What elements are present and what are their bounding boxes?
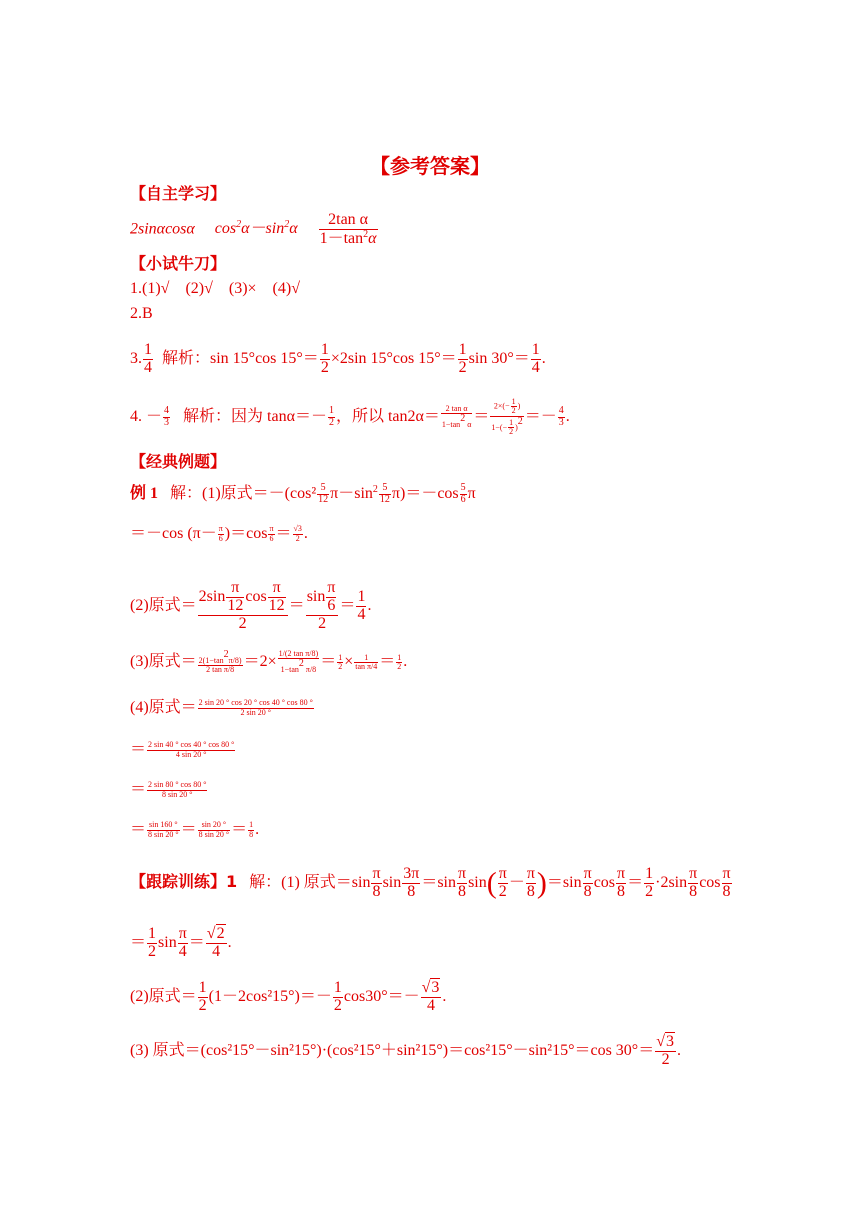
trial-q4: 4. － $\frac{4}{3}$ 解析：因为 tanα＝－ $\frac{1}{2}$ ，所以 tan2α＝ $\frac{\text{2 tan α}}{1-\tan^2 \alpha}$ ＝ 2×(− $\frac{1}{2}$ ) 1−(− $\frac{1}{2}$ )$^2$ ＝－ $\frac{4}{3}$ . xyxy=(130,397,570,437)
section-self-study: 【自主学习】 xyxy=(130,184,227,203)
practice-part3: (3) 原式＝(cos²15°－sin²15°)·(cos²15°＋sin²15°)＝cos²15°－sin²15°＝cos 30°＝ $\frac{√3}{2}$ . xyxy=(130,1033,681,1068)
practice-part1-line2: ＝ $\frac{1}{2}$ sin $\frac{\pi}{4}$ ＝ $\frac{√2}{4}$ . xyxy=(130,925,232,960)
formula-cos2a: $\cos^2\alpha-\sin^2\alpha$ xyxy=(214,219,298,238)
section-trial: 【小试牛刀】 xyxy=(130,254,227,273)
trial-q3: 3. $\frac{1}{4}$ 解析：sin 15°cos 15°＝ $\frac{1}{2}$ ×2sin 15°cos 15°＝ $\frac{1}{2}$ sin 30°＝ $\frac{1}{4}$ . xyxy=(130,341,546,376)
trial-q2: 2.B xyxy=(130,305,153,322)
trial-q1: 1.(1)√ (2)√ (3)× (4)√ xyxy=(130,280,300,297)
example1-part4-step4: ＝ $\frac{\sin 160 ^\circ}{8 \sin 20 ^\circ}$ ＝ $\frac{\sin 20 ^\circ}{8 \sin 20 ^\circ}$ ＝ $\frac{1}{8}$ . xyxy=(130,820,260,839)
page-title: 【参考答案】 xyxy=(370,154,490,178)
example1-part3: (3)原式＝ $\frac{2(1-\tan^2\pi/8)}{\text{2 tan π/8}}$ ＝2× $\frac{\text{1/(2 tan π/8)}}{1-\tan^2 \pi/8}$ ＝ $\frac{1}{2}$ × $\frac{1}{\text{tan π/4}}$ ＝ $\frac{1}{2}$ . xyxy=(130,649,408,675)
practice-part1: 【跟踪训练】1 解：(1) 原式＝sin $\frac{\pi}{8}$ sin $\frac{3\pi}{8}$ ＝sin $\frac{\pi}{8}$ sin( $\frac{\pi}{2}$ － $\frac{\pi}{8}$ )＝sin $\frac{\pi}{8}$ cos $\frac{\pi}{8}$ ＝ $\frac{1}{2}$ ·2sin $\frac{\pi}{8}$ cos $\frac{\pi}{8}$ xyxy=(130,865,731,900)
example1-part4: (4)原式＝ $\frac{2 \sin 20 ^\circ \cos 20 ^\circ \cos 40 ^\circ \cos 80 ^\circ}{2 \sin 20 ^\circ}$ xyxy=(130,698,313,717)
example1-part1: 例 1 解：(1)原式＝－(cos² $\frac{5}{12}$ $\pi-\sin^2$ $\frac{5}{12}$ π)＝－cos $\frac{5}{6}$ π xyxy=(130,482,476,505)
example1-part4-step2: ＝ $\frac{2 \sin 40 ^\circ \cos 40 ^\circ \cos 80 ^\circ}{4 \sin 20 ^\circ}$ xyxy=(130,740,235,759)
self-study-formulas xyxy=(130,212,379,248)
example1-part2: (2)原式＝ 2sin $\frac{\pi}{12}$ cos $\frac{\pi}{12}$ 2 ＝ sin $\frac{\pi}{6}$ 2 ＝ $\frac{1}{4}$ . xyxy=(130,579,372,632)
example1-part4-step3: ＝ $\frac{2 \sin 80 ^\circ \cos 80 ^\circ}{8 \sin 20 ^\circ}$ xyxy=(130,780,207,799)
example1-part1-line2: ＝－cos (π－ $\frac{\pi}{6}$ )＝cos $\frac{\pi}{6}$ ＝ $\frac{√3}{2}$ . xyxy=(130,524,308,543)
section-examples: 【经典例题】 xyxy=(130,452,227,471)
formula-tan2a: $\frac{\text{2tan α}}{1-\tan^2\alpha}$ xyxy=(319,211,377,247)
practice-part2: (2)原式＝ $\frac{1}{2}$ (1－2cos²15°)＝－ $\frac{1}{2}$ cos30°＝－ $\frac{√3}{4}$ . xyxy=(130,979,447,1014)
formula-sin2a: 2sinαcosα xyxy=(130,220,195,238)
